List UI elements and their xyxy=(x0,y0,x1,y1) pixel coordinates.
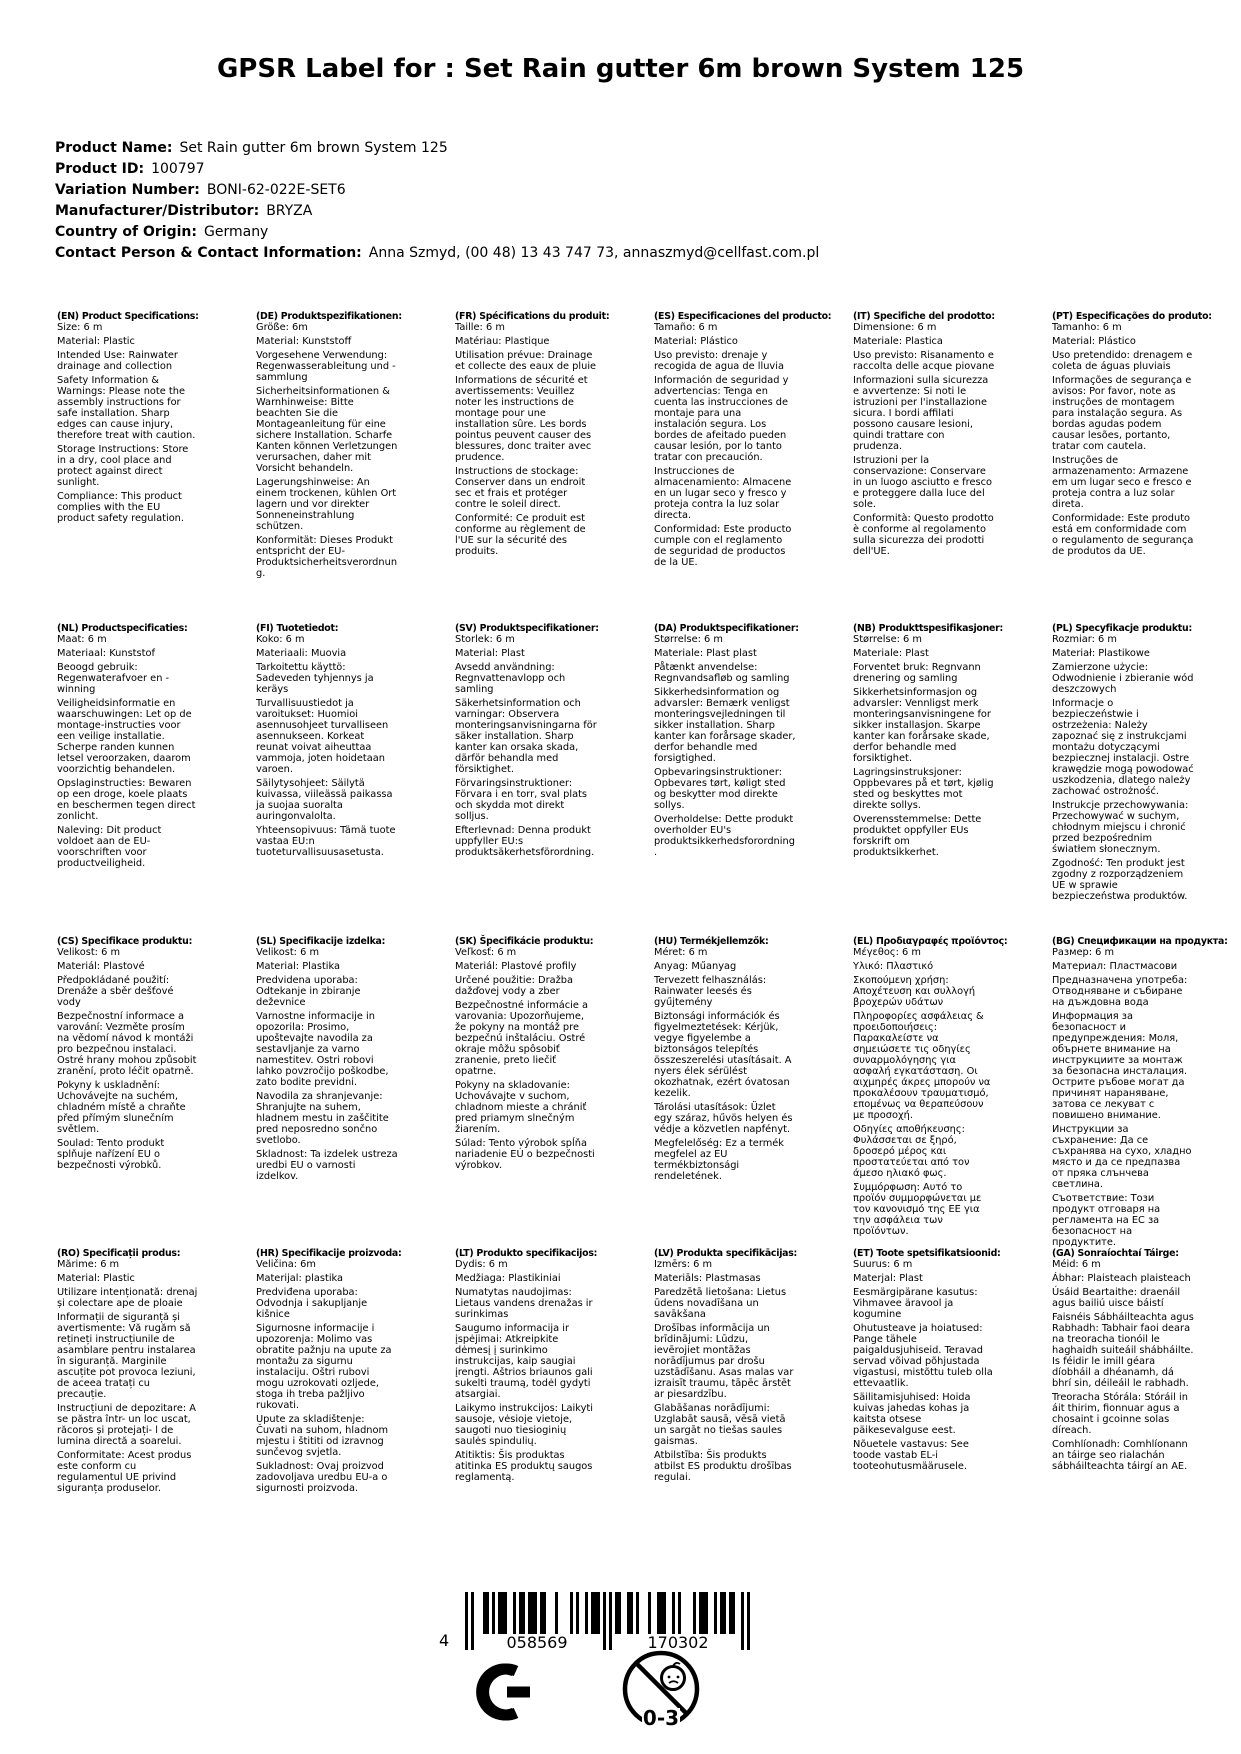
spec-paragraph: Izmērs: 6 m xyxy=(654,1259,713,1270)
spec-paragraph: Materiale: Plastica xyxy=(853,336,943,347)
spec-heading: (NL) Productspecificaties: xyxy=(57,623,188,634)
ean13-barcode xyxy=(439,1592,750,1654)
spec-paragraph: Uso previsto: Risanamento e raccolta delle acque piovane xyxy=(853,350,995,372)
spec-paragraph: Tarkoitettu käyttö: Sadeveden tyhjennys ja keräys xyxy=(256,662,374,695)
spec-paragraph: Conformità: Questo prodotto è conforme al regolamento sulla sicurezza dei prodotti dell'UE. xyxy=(853,513,994,557)
spec-paragraph: Säkerhetsinformation och varningar: Observera monteringsanvisningarna för säker installation. Sharp kanter kan orsaka skada, därför behandla med försiktighet. xyxy=(455,698,597,775)
spec-paragraph: Förvaringsinstruktioner: Förvara i en torr, sval plats och skydda mot direkt solljus. xyxy=(455,778,588,822)
spec-heading: (EN) Product Specifications: xyxy=(57,311,199,322)
product-info xyxy=(55,138,819,264)
spec-paragraph: Materjal: Plast xyxy=(853,1273,923,1284)
spec-paragraph: Úsáid Beartaithe: draenáil agus bailiú uisce báistí xyxy=(1052,1287,1181,1309)
barcode-right-digits: 170302 xyxy=(647,1633,709,1652)
spec-block-ga xyxy=(1052,1248,1194,1497)
spec-paragraph: Méret: 6 m xyxy=(654,947,708,958)
spec-paragraph: Materiāls: Plastmasas xyxy=(654,1273,761,1284)
spec-paragraph: Instrucțiuni de depozitare: A se păstra într- un loc uscat, răcoros și protejați- l de lumina directă a soarelui. xyxy=(57,1403,196,1447)
spec-paragraph: Инструкции за съхранение: Да се съхранява на сухо, хладно място и да се предпазва от пряка слънчева светлина. xyxy=(1052,1124,1192,1190)
spec-block-it xyxy=(853,311,995,623)
language-specs-grid xyxy=(57,311,1228,1497)
spec-paragraph: Størrelse: 6 m xyxy=(853,634,922,645)
spec-paragraph: Sicherheitsinformationen & Warnhinweise: Bitte beachten Sie die Montageanleitung für eine sichere Installation. Scharfe Kanten können Verletzungen verursachen, daher mit Vorsicht behandeln. xyxy=(256,386,398,474)
spec-block-pl xyxy=(1052,623,1194,936)
contact-row xyxy=(55,243,819,264)
variation-number-row xyxy=(55,180,819,201)
spec-paragraph: Material: Kunststoff xyxy=(256,336,352,347)
spec-paragraph: Instrukcje przechowywania: Przechowywać w suchym, chłodnym miejscu i chronić przed bezpośrednim światłem słonecznym. xyxy=(1052,800,1189,855)
spec-block-cs xyxy=(57,936,199,1248)
spec-block-en xyxy=(57,311,199,623)
spec-block-el xyxy=(853,936,1008,1248)
spec-heading: (HR) Specifikacije proizvoda: xyxy=(256,1248,402,1259)
spec-paragraph: Συμμόρφωση: Αυτό το προϊόν συμμορφώνεται με τον κανονισμό της ΕΕ για την ασφάλεια των προϊόντων. xyxy=(853,1182,982,1237)
contact-value: Anna Szmyd, (00 48) 13 43 747 73, annaszmyd@cellfast.com.pl xyxy=(368,245,820,261)
spec-paragraph: Numatytas naudojimas: Lietaus vandens drenažas ir surinkimas xyxy=(455,1287,593,1320)
spec-paragraph: Informacje o bezpieczeństwie i ostrzeżenia: Należy zapoznać się z instrukcjami montażu dotyczącymi bezpiecznej instalacji. Ostre krawędzie mogą powodować uszkodzenia, dlatego należy zachować ostrożność. xyxy=(1052,698,1194,797)
spec-paragraph: Saugumo informacija ir įspėjimai: Atkreipkite dėmesį į surinkimo instrukcijas, kaip saugiai įrengti. Aštrios briaunos gali sukelti traumą, todėl gydyti atsargiai. xyxy=(455,1323,593,1400)
spec-paragraph: Overensstemmelse: Dette produktet oppfyller EUs forskrift om produktsikkerhet. xyxy=(853,814,982,858)
spec-paragraph: Lagerungshinweise: An einem trockenen, kühlen Ort lagern und vor direkter Sonneneinstrahlung schützen. xyxy=(256,477,397,532)
spec-paragraph: Megfelelőség: Ez a termék megfelel az EU termékbiztonsági rendeletének. xyxy=(654,1138,784,1182)
spec-heading: (PL) Specyfikacje produktu: xyxy=(1052,623,1192,634)
spec-paragraph: Predvidena uporaba: Odtekanje in zbiranje deževnice xyxy=(256,975,361,1008)
spec-paragraph: Turvallisuustiedot ja varoitukset: Huomioi asennusohjeet turvalliseen asennukseen. Korkeat reunat voivat aiheuttaa vammoja, joten hoidetaan varoen. xyxy=(256,698,389,775)
spec-block-lt xyxy=(455,1248,597,1497)
product-name-value: Set Rain gutter 6m brown System 125 xyxy=(179,140,448,156)
spec-paragraph: Materiale: Plast xyxy=(853,648,929,659)
spec-paragraph: Paredzētā lietošana: Lietus ūdens novadīšana un savākšana xyxy=(654,1287,787,1320)
spec-paragraph: Uso pretendido: drenagem e coleta de águas pluviais xyxy=(1052,350,1193,372)
spec-heading: (SK) Špecifikácie produktu: xyxy=(455,936,594,947)
spec-paragraph: Nõuetele vastavus: See toode vastab EL-i tooteohutusmäärusele. xyxy=(853,1439,969,1472)
spec-block-hr xyxy=(256,1248,402,1497)
spec-paragraph: Uso previsto: drenaje y recogida de agua de lluvia xyxy=(654,350,784,372)
spec-paragraph: Materiale: Plast plast xyxy=(654,648,757,659)
spec-paragraph: Atbilstība: Šis produkts atbilst ES produktu drošības regulai. xyxy=(654,1450,792,1483)
product-id-value: 100797 xyxy=(151,161,205,177)
ce-mark-icon xyxy=(450,1662,546,1722)
spec-paragraph: Conformidad: Este producto cumple con el reglamento de seguridad de productos de la UE. xyxy=(654,524,792,568)
spec-heading: (LT) Produkto specifikacijos: xyxy=(455,1248,598,1259)
spec-paragraph: Οδηγίες αποθήκευσης: Φυλάσσεται σε ξηρό, δροσερό μέρος και προστατεύεται από τον άμεσο ηλιακό φως. xyxy=(853,1124,970,1179)
spec-paragraph: Maat: 6 m xyxy=(57,634,107,645)
spec-paragraph: Съответствие: Този продукт отговаря на регламента на ЕС за безопасност на продуктите. xyxy=(1052,1193,1161,1248)
spec-paragraph: Velikost: 6 m xyxy=(57,947,120,958)
spec-paragraph: Μέγεθος: 6 m xyxy=(853,947,921,958)
spec-paragraph: Ohutusteave ja hoiatused: Pange tähele paigaldusjuhiseid. Teravad servad võivad põhjustada vigastusi, mistõttu tuleb olla ettevaatlik. xyxy=(853,1323,993,1389)
spec-block-fi xyxy=(256,623,398,936)
spec-block-sk xyxy=(455,936,597,1248)
spec-paragraph: Sigurnosne informacije i upozorenja: Molimo vas obratite pažnju na upute za montažu za sigurnu instalaciju. Oštri rubovi mogu uzrokovati ozljede, stoga ih treba pažljivo rukovati. xyxy=(256,1323,392,1411)
spec-heading: (CS) Specifikace produktu: xyxy=(57,936,193,947)
page-title: GPSR Label for : Set Rain gutter 6m brown System 125 xyxy=(216,54,1025,84)
spec-paragraph: Størrelse: 6 m xyxy=(654,634,723,645)
spec-paragraph: Conformité: Ce produit est conforme au règlement de l'UE sur la sécurité des produits. xyxy=(455,513,586,557)
spec-paragraph: Upute za skladištenje: Čuvati na suhom, hladnom mjestu i štititi od izravnog sunčevog svjetla. xyxy=(256,1414,389,1458)
spec-paragraph: Информация за безопасност и предупреждения: Моля, обърнете внимание на инструкциите за монтаж за безопасна инсталация. Острите ръбове могат да причинят нараняване, затова се лекуват с повишено внимание. xyxy=(1052,1011,1188,1121)
spec-paragraph: Predviđena uporaba: Odvodnja i sakupljanje kišnice xyxy=(256,1287,368,1320)
spec-heading: (NB) Produkttspesifikasjoner: xyxy=(853,623,1004,634)
spec-paragraph: Σκοπούμενη χρήση: Αποχέτευση και συλλογή βροχερών υδάτων xyxy=(853,975,976,1008)
spec-block-fr xyxy=(455,311,610,623)
spec-paragraph: Suurus: 6 m xyxy=(853,1259,913,1270)
spec-paragraph: Sikkerhedsinformation og advarsler: Bemærk venligst monteringsvejledningen til sikker installation. Sharp kanter kan forårsage skader, derfor behandle med forsigtighed. xyxy=(654,687,796,764)
product-id-label: Product ID: xyxy=(55,161,145,177)
spec-heading: (LV) Produkta specifikācijas: xyxy=(654,1248,798,1259)
spec-paragraph: Materiaali: Muovia xyxy=(256,648,347,659)
spec-paragraph: Conformidade: Este produto está em conformidade com o regulamento de segurança de produtos da UE. xyxy=(1052,513,1194,557)
spec-paragraph: Instruções de armazenamento: Armazene em um lugar seco e fresco e proteja contra a luz solar direta. xyxy=(1052,455,1192,510)
spec-heading: (SL) Specifikacije izdelka: xyxy=(256,936,386,947)
spec-block-de xyxy=(256,311,402,623)
spec-paragraph: Naleving: Dit product voldoet aan de EU-voorschriften voor productveiligheid. xyxy=(57,825,162,869)
spec-paragraph: Zamierzone użycie: Odwodnienie i zbieranie wód deszczowych xyxy=(1052,662,1194,695)
spec-paragraph: Säilitamisjuhised: Hoida kuivas jahedas kohas ja kaitsta otsese päikesevalguse eest. xyxy=(853,1392,971,1436)
spec-paragraph: Faisnéis Sábháilteachta agus Rabhadh: Tabhair faoi deara na treoracha tionóil le haghaidh suiteáil shábháilte. Is féidir le imill géara díobháil a dhéanamh, dá bhrí sin, déileáil le rabhadh. xyxy=(1052,1312,1194,1389)
spec-block-sl xyxy=(256,936,398,1248)
spec-block-et xyxy=(853,1248,1001,1497)
spec-block-ro xyxy=(57,1248,199,1497)
spec-paragraph: Sikkerhetsinformasjon og advarsler: Vennligst merk monteringsanvisningene for sikker installasjon. Skarpe kanter kan forårsake skade, derfor behandle med forsiktighet. xyxy=(853,687,991,764)
spec-paragraph: Sukladnost: Ovaj proizvod zadovoljava uredbu EU-a o sigurnosti proizvoda. xyxy=(256,1461,388,1494)
spec-paragraph: Veličina: 6m xyxy=(256,1259,316,1270)
spec-paragraph: Glabāšanas norādījumi: Uzglabāt sausā, vēsā vietā un sargāt no tiešas saules gaismas. xyxy=(654,1403,786,1447)
spec-paragraph: Material: Plastic xyxy=(57,1273,135,1284)
spec-paragraph: Größe: 6m xyxy=(256,322,308,333)
spec-paragraph: Safety Information & Warnings: Please note the assembly instructions for safe installation. Sharp edges can cause injury, therefore treat with caution. xyxy=(57,375,196,441)
spec-paragraph: Taille: 6 m xyxy=(455,322,505,333)
spec-paragraph: Säilytysohjeet: Säilytä kuivassa, viileässä paikassa ja suojaa suoralta auringonvalolta. xyxy=(256,778,393,822)
spec-heading: (IT) Specifiche del prodotto: xyxy=(853,311,995,322)
spec-heading: (FI) Tuotetiedot: xyxy=(256,623,339,634)
spec-paragraph: Materiál: Plastové xyxy=(57,961,145,972)
country-of-origin-value: Germany xyxy=(204,224,269,240)
spec-heading: (BG) Спецификации на продукта: xyxy=(1052,936,1228,947)
spec-paragraph: Navodila za shranjevanje: Shranjujte na suhem, hladnem mestu in zaščitite pred neposredno sončno svetlobo. xyxy=(256,1091,389,1146)
spec-paragraph: Size: 6 m xyxy=(57,322,103,333)
spec-paragraph: Предназначена употреба: Отводняване и събиране на дъждовна вода xyxy=(1052,975,1188,1008)
spec-paragraph: Atitiktis: Šis produktas atitinka ES produktų saugos reglamentą. xyxy=(455,1450,593,1483)
spec-paragraph: Materiál: Plastové profily xyxy=(455,961,577,972)
spec-block-pt xyxy=(1052,311,1212,623)
spec-paragraph: Určené použitie: Dražba dažďovej vody a zber xyxy=(455,975,573,997)
spec-block-sv xyxy=(455,623,597,936)
spec-paragraph: Drošības informācija un brīdinājumi: Lūdzu, ievērojiet montāžas norādījumus par drošu uzstādīšanu. Asas malas var izraisīt traumu, tāpēc ārstēt ar piesardzību. xyxy=(654,1323,794,1400)
spec-paragraph: Material: Plast xyxy=(455,648,525,659)
spec-paragraph: Tamaño: 6 m xyxy=(654,322,718,333)
spec-heading: (HU) Termékjellemzők: xyxy=(654,936,769,947)
manufacturer-value: BRYZA xyxy=(266,203,313,219)
spec-paragraph: Utilisation prévue: Drainage et collecte des eaux de pluie xyxy=(455,350,597,372)
spec-heading: (DE) Produktspezifikationen: xyxy=(256,311,402,322)
spec-paragraph: Pokyny na skladovanie: Uchovávajte v suchom, chladnom mieste a chrániť pred priamym slnečným žiarením. xyxy=(455,1080,587,1135)
country-of-origin-label: Country of Origin: xyxy=(55,224,197,240)
spec-paragraph: Bezpečnostní informace a varování: Vezměte prosím na vědomí návod k montáži pro bezpečnou instalaci. Ostré hrany mohou způsobit zranění, proto léčit opatrně. xyxy=(57,1011,197,1077)
spec-paragraph: Medžiaga: Plastikiniai xyxy=(455,1273,561,1284)
age-warning-label: 0-3 xyxy=(642,1706,680,1730)
country-of-origin-row xyxy=(55,222,819,243)
spec-paragraph: Материал: Пластмасови xyxy=(1052,961,1178,972)
spec-heading: (SV) Produktspecifikationer: xyxy=(455,623,599,634)
spec-paragraph: Skladnost: Ta izdelek ustreza uredbi EU o varnosti izdelkov. xyxy=(256,1149,398,1182)
spec-paragraph: Material: Plástico xyxy=(1052,336,1136,347)
spec-paragraph: Intended Use: Rainwater drainage and collection xyxy=(57,350,178,372)
spec-paragraph: Ábhar: Plaisteach plaisteach xyxy=(1052,1273,1191,1284)
spec-block-hu xyxy=(654,936,796,1248)
spec-heading: (ES) Especificaciones del producto: xyxy=(654,311,832,322)
spec-paragraph: Material: Plastika xyxy=(256,961,341,972)
spec-paragraph: Efterlevnad: Denna produkt uppfyller EU:s produktsäkerhetsförordning. xyxy=(455,825,595,858)
spec-paragraph: Storlek: 6 m xyxy=(455,634,515,645)
spec-paragraph: Compliance: This product complies with the EU product safety regulation. xyxy=(57,491,185,524)
spec-paragraph: Opslaginstructies: Bewaren op een droge, koele plaats en beschermen tegen direct zonlicht. xyxy=(57,778,196,822)
spec-paragraph: Zgodność: Ten produkt jest zgodny z rozporządzeniem UE w sprawie bezpieczeństwa produktów. xyxy=(1052,858,1188,902)
spec-paragraph: Forventet bruk: Regnvann drenering og samling xyxy=(853,662,981,684)
spec-paragraph: Soulad: Tento produkt splňuje nařízení EU o bezpečnosti výrobků. xyxy=(57,1138,165,1171)
product-id-row xyxy=(55,159,819,180)
spec-paragraph: Velikost: 6 m xyxy=(256,947,319,958)
spec-paragraph: Påtænkt anvendelse: Regnvandsafløb og samling xyxy=(654,662,790,684)
spec-heading: (EL) Προδιαγραφές προϊόντος: xyxy=(853,936,1008,947)
spec-block-nb xyxy=(853,623,1004,936)
spec-heading: (RO) Specificații produs: xyxy=(57,1248,181,1259)
spec-paragraph: Opbevaringsinstruktioner: Opbevares tørt, køligt sted og beskytter mod direkte sollys. xyxy=(654,767,786,811)
spec-paragraph: Varnostne informacije in opozorila: Prosimo, upoštevajte navodila za sestavljanje za varno namestitev. Ostri robovi lahko povzročijo poškodbe, zato bodite previdni. xyxy=(256,1011,389,1088)
spec-paragraph: Mărime: 6 m xyxy=(57,1259,120,1270)
spec-paragraph: Istruzioni per la conservazione: Conservare in un luogo asciutto e fresco e proteggere dalla luce del sole. xyxy=(853,455,992,510)
spec-paragraph: Material: Plastic xyxy=(57,336,135,347)
barcode-left-digits: 058569 xyxy=(506,1633,568,1652)
barcode-first-digit: 4 xyxy=(439,1631,450,1650)
spec-paragraph: Súlad: Tento výrobok spĺňa nariadenie EÚ o bezpečnosti výrobkov. xyxy=(455,1138,595,1171)
spec-paragraph: Tárolási utasítások: Üzlet egy száraz, hűvös helyen és védje a közvetlen napfényt. xyxy=(654,1102,793,1135)
manufacturer-row xyxy=(55,201,819,222)
product-name-label: Product Name: xyxy=(55,140,173,156)
spec-paragraph: Conformitate: Acest produs este conform cu regulamentul UE privind siguranța produselor. xyxy=(57,1450,192,1494)
spec-paragraph: Matériau: Plastique xyxy=(455,336,550,347)
spec-paragraph: Material: Plástico xyxy=(654,336,738,347)
spec-block-es xyxy=(654,311,832,623)
variation-number-label: Variation Number: xyxy=(55,182,200,198)
product-name-row xyxy=(55,138,819,159)
spec-heading: (PT) Especificações do produto: xyxy=(1052,311,1212,322)
spec-paragraph: Utilizare intenționată: drenaj și colectare ape de ploaie xyxy=(57,1287,198,1309)
spec-paragraph: Υλικό: Πλαστικό xyxy=(853,961,934,972)
spec-paragraph: Eesmärgipärane kasutus: Vihmavee äravool ja kogumine xyxy=(853,1287,978,1320)
spec-paragraph: Tervezett felhasználás: Rainwater leesés és gyűjtemény xyxy=(654,975,767,1008)
spec-paragraph: Yhteensopivuus: Tämä tuote vastaa EU:n tuoteturvallisuusasetusta. xyxy=(256,825,396,858)
variation-number-value: BONI-62-022E-SET6 xyxy=(206,182,346,198)
spec-paragraph: Πληροφορίες ασφάλειας & προειδοποιήσεις: Παρακαλείστε να σημειώσετε τις οδηγίες συναρμολόγησης για ασφαλή εγκατάσταση. Οι αιχμηρές άκρες μπορούν να προκαλέσουν τραυματισμό, επομένως να θεραπεύσουν με προσοχή. xyxy=(853,1011,991,1121)
spec-paragraph: Biztonsági információk és figyelmeztetések: Kérjük, vegye figyelembe a biztonságos telepítés összeszerelési utasításait. A nyers élek sérülést okozhatnak, ezért óvatosan kezelik. xyxy=(654,1011,792,1099)
spec-paragraph: Avsedd användning: Regnvattenavlopp och samling xyxy=(455,662,566,695)
spec-paragraph: Bezpečnostné informácie a varovania: Upozorňujeme, že pokyny na montáž pre bezpečnú inštaláciu. Ostré okraje môžu spôsobiť zranenie, preto liečiť opatrne. xyxy=(455,1000,589,1077)
spec-block-da xyxy=(654,623,799,936)
spec-heading: (FR) Spécifications du produit: xyxy=(455,311,610,322)
spec-paragraph: Rozmiar: 6 m xyxy=(1052,634,1117,645)
spec-heading: (ET) Toote spetsifikatsioonid: xyxy=(853,1248,1001,1259)
spec-block-nl xyxy=(57,623,199,936)
spec-paragraph: Размер: 6 m xyxy=(1052,947,1115,958)
spec-paragraph: Beoogd gebruik: Regenwaterafvoer en -winning xyxy=(57,662,170,695)
spec-paragraph: Konformität: Dieses Produkt entspricht der EU-Produktsicherheitsverordnung. xyxy=(256,535,398,579)
spec-heading: (GA) Sonraíochtaí Táirge: xyxy=(1052,1248,1179,1259)
spec-paragraph: Comhlíonadh: Comhlíonann an táirge seo rialachán sábháilteachta táirgí an AE. xyxy=(1052,1439,1188,1472)
spec-paragraph: Informations de sécurité et avertissements: Veuillez noter les instructions de montage pour une installation sûre. Les bords pointus peuvent causer des blessures, donc traiter avec prudence. xyxy=(455,375,592,463)
contact-label: Contact Person & Contact Information: xyxy=(55,245,362,261)
spec-paragraph: Instrucciones de almacenamiento: Almacene en un lugar seco y fresco y proteja contra la luz solar directa. xyxy=(654,466,792,521)
spec-heading: (DA) Produktspecifikationer: xyxy=(654,623,799,634)
spec-paragraph: Dimensione: 6 m xyxy=(853,322,937,333)
spec-block-lv xyxy=(654,1248,796,1497)
spec-block-bg xyxy=(1052,936,1228,1248)
spec-paragraph: Předpokládané použití: Drenáže a sběr dešťové vody xyxy=(57,975,174,1008)
spec-paragraph: Tamanho: 6 m xyxy=(1052,322,1122,333)
spec-paragraph: Storage Instructions: Store in a dry, cool place and protect against direct sunlight. xyxy=(57,444,189,488)
age-warning-0-3-icon xyxy=(620,1648,702,1730)
spec-paragraph: Vorgesehene Verwendung: Regenwasserableitung und -sammlung xyxy=(256,350,396,383)
spec-paragraph: Informazioni sulla sicurezza e avvertenze: Si noti le istruzioni per l'installazione sicura. I bordi affilati possono causare lesioni, quindi trattare con prudenza. xyxy=(853,375,989,452)
spec-paragraph: Veľkosť: 6 m xyxy=(455,947,517,958)
spec-paragraph: Informații de siguranță și avertismente: Vă rugăm să rețineți instrucțiunile de asamblare pentru instalarea în siguranță. Marginile ascuțite pot provoca leziuni, de aceea tratați cu precauție. xyxy=(57,1312,196,1400)
spec-paragraph: Dydis: 6 m xyxy=(455,1259,508,1270)
spec-paragraph: Méid: 6 m xyxy=(1052,1259,1101,1270)
spec-paragraph: Informações de segurança e avisos: Por favor, note as instruções de montagem para instalação segura. As bordas agudas podem causar lesões, portanto, tratar com cautela. xyxy=(1052,375,1192,452)
spec-paragraph: Materijal: plastika xyxy=(256,1273,344,1284)
spec-paragraph: Overholdelse: Dette produkt overholder EU's produktsikkerhedsforordning. xyxy=(654,814,795,858)
spec-paragraph: Veiligheidsinformatie en waarschuwingen: Let op de montage-instructies voor een veilige installatie. Scherpe randen kunnen letsel veroorzaken, daarom voorzichtig behandelen. xyxy=(57,698,192,775)
spec-paragraph: Materiaal: Kunststof xyxy=(57,648,155,659)
spec-paragraph: Pokyny k uskladnění: Uchovávejte na suchém, chladném místě a chraňte před přímým slunečním světlem. xyxy=(57,1080,186,1135)
spec-paragraph: Laikymo instrukcijos: Laikyti sausoje, vėsioje vietoje, saugoti nuo tiesioginių saulės spindulių. xyxy=(455,1403,593,1447)
spec-paragraph: Koko: 6 m xyxy=(256,634,305,645)
spec-paragraph: Materiał: Plastikowe xyxy=(1052,648,1150,659)
manufacturer-label: Manufacturer/Distributor: xyxy=(55,203,260,219)
spec-paragraph: Información de seguridad y advertencias: Tenga en cuenta las instrucciones de montaje para una instalación segura. Los bordes de afeitado pueden causar lesión, por lo tanto tratar con precaución. xyxy=(654,375,789,463)
spec-paragraph: Treoracha Stórála: Stóráil in áit thirim, fionnuar agus a chosaint i gcoinne solas díreach. xyxy=(1052,1392,1188,1436)
spec-paragraph: Instructions de stockage: Conserver dans un endroit sec et frais et protéger contre le soleil direct. xyxy=(455,466,586,510)
spec-paragraph: Anyag: Műanyag xyxy=(654,961,737,972)
spec-paragraph: Lagringsinstruksjoner: Oppbevares på et tørt, kjølig sted og beskyttes mot direkte sollys. xyxy=(853,767,994,811)
